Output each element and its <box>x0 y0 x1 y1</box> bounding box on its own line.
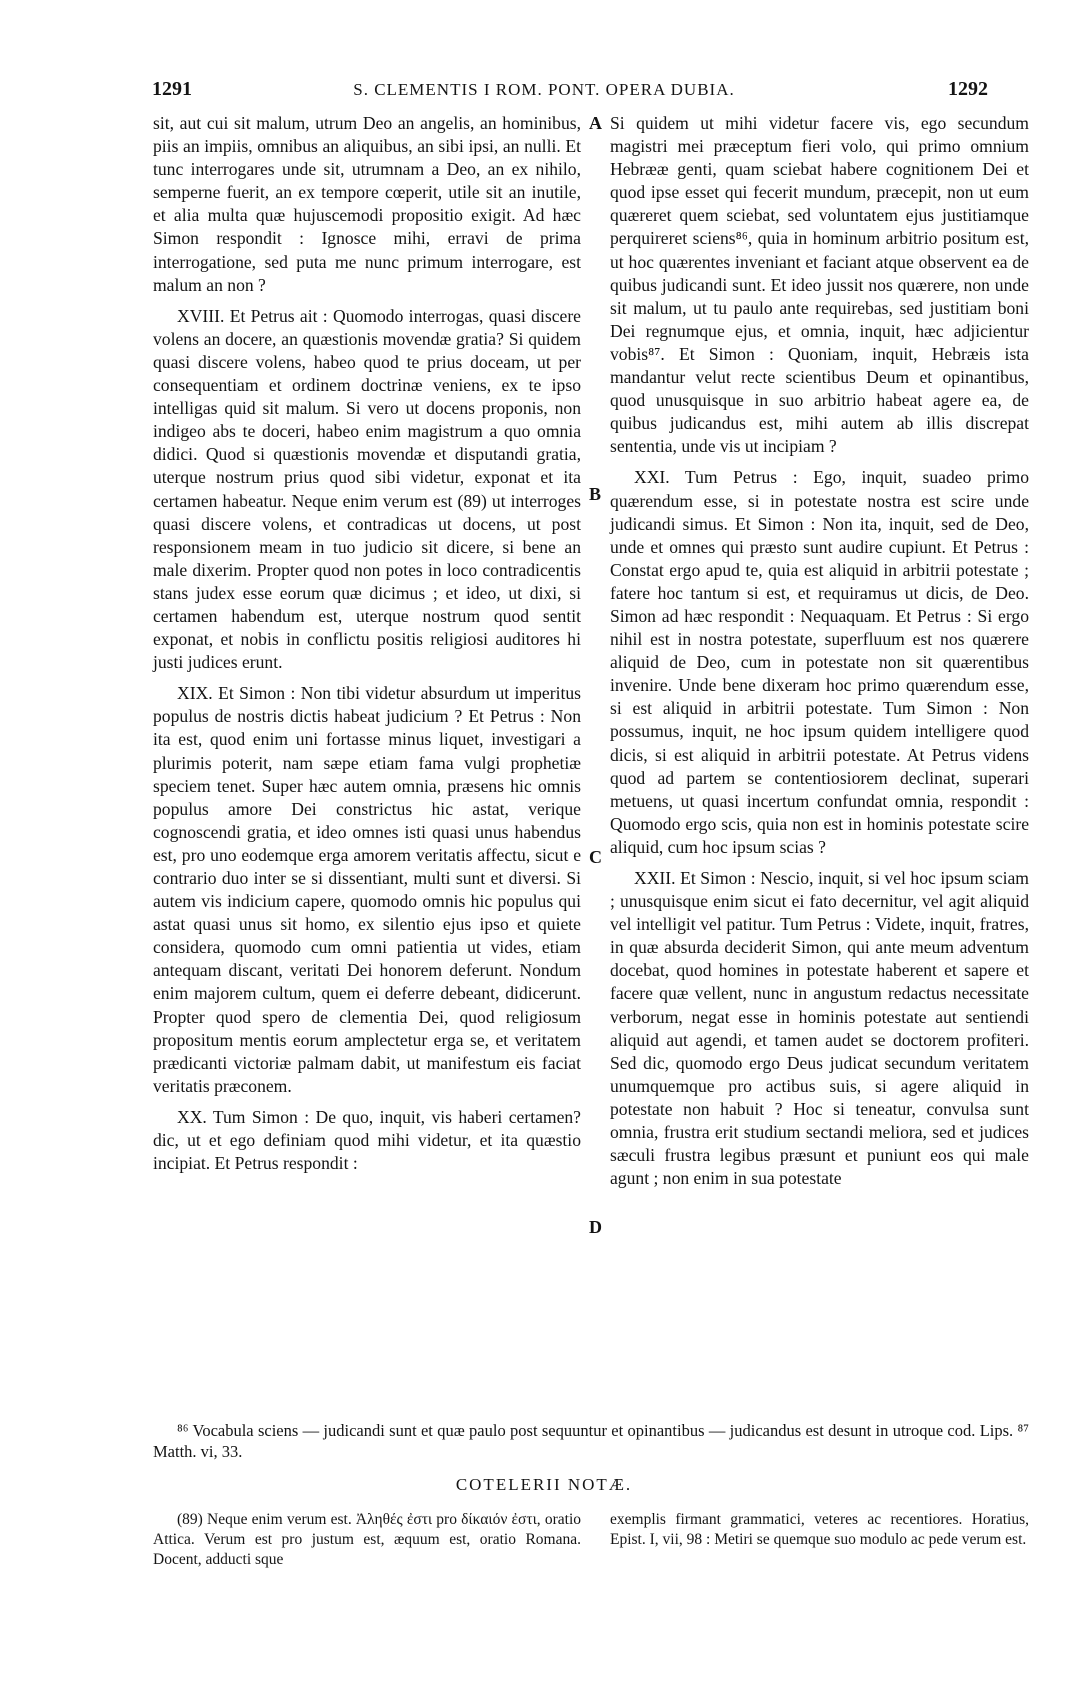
notes-title: COTELERII NOTÆ. <box>455 1475 633 1494</box>
page-header <box>0 78 1088 104</box>
paragraph: XX. Tum Simon : De quo, inquit, vis haberi certamen? dic, ut et ego definiam quod mihi videtur, et ita quæstio incipiat. Et Petrus respondit : <box>153 1106 581 1174</box>
right-column <box>610 112 1029 1190</box>
margin-marker-b: B <box>589 484 602 504</box>
note-text: exemplis firmant grammatici, veteres ac recentiores. Horatius, Epist. I, vii, 98 : Metiri se quemque suo modulo ac pede verum est. <box>610 1511 1029 1548</box>
footnotes <box>153 1420 1029 1462</box>
paragraph: XXII. Et Simon : Nescio, inquit, si vel hoc ipsum sciam ; unusquisque enim sicut ei fato decernitur, vel agit aliquid vel intelligit vel patitur. Tum Petrus : Videte, inquit, fratres, in quæ absurda deciderit Simon, qui ante meum adventum docebat, quod homines in potestate haberent et sapere et facere quæ vellent, nunc in angustum redactus necessitate verborum, negat esse in hominis potestate aut sentiendi aliquid aut agendi, et tamen audet se doctorem profiteri. Sed dic, quomodo ergo Deus judicat secundum veritatem unumquemque pro actibus suis, si agere aliquid in potestate non habuit ? Hoc si teneatur, convulsa sunt omnia, frustra erit studium sectandi meliora, sed et judices sæculi frustra legibus præsunt et puniunt eos qui male agunt ; non enim in sua potestate <box>610 868 1029 1189</box>
paragraph: Si quidem ut mihi videtur facere vis, ego secundum magistri mei præceptum fieri volo, qui primo omnium Hebrææ genti, quam sciebat habere cognitionem Dei et quod ipse esset qui fecerit mundum, præcepit, non ut eum quæreret quem sciebat, sed voluntatem ejus justitiamque perquireret sciens⁸⁶, quia in hominum arbitrio positum est, ut hoc quærentes inveniant et faciant atque observent ea de quibus judicandi sunt. Et ideo jussit nos quærere, non unde sit malum, ut tu paulo ante requirebas, sed justitiam boni Dei regnumque ejus, et omnia, inquit, hæc adjicientur vobis⁸⁷. Et Simon : Quoniam, inquit, Hebræis ista mandantur velut recte scientibus Deum et opinantibus, quod unusquisque in suo arbitrio habeat agere ea, de quibus judicandus est, mihi autem ab illis discrepat sententia, unde vis ut incipiam ? <box>610 113 1029 457</box>
running-title: S. CLEMENTIS I ROM. PONT. OPERA DUBIA. <box>353 80 735 99</box>
notes-right-column <box>610 1510 1029 1550</box>
margin-marker-a: A <box>589 113 602 133</box>
margin-marker-d: D <box>589 1217 602 1237</box>
paragraph: sit, aut cui sit malum, utrum Deo an angelis, an hominibus, piis an impiis, omnibus an aliquibus, an sibi ipsi, an nulli. Et tunc interrogares unde sit, utrumnam a Deo, an ex nihilo, semperne fuerit, an ex tempore cœperit, utile sit an inutile, et alia multa quæ hujuscemodi propositio exigit. Ad hæc Simon respondit : Ignosce mihi, erravi de prima interrogatione, sed puta me nunc primum interrogare, est malum an non ? <box>153 113 581 295</box>
page-number-left: 1291 <box>152 78 192 100</box>
paragraph: XIX. Et Simon : Non tibi videtur absurdum ut imperitus populus de nostris dictis habeat judicium ? Et Petrus : Non ita est, quod enim uni fortasse minus liquet, investigari a plurimis poterit, nam sæpe etiam fama vulgi prophetiæ speciem tenet. Super hæc autem omnia, præsens hic omnis populus amore Dei constrictus hic astat, verique cognoscendi gratia, et ideo omnes isti quasi unus habendus est, pro uno eodemque erga amorem veritatis affectu, sicut e contrario duo inter se si dissentiant, multi sunt et diversi. Si autem vis indicium capere, quomodo omnis hic populus qui astat quasi unus sit homo, ex silentio ejus ipso et quiete considera, quomodo cum omni patientia ut vides, etiam antequam discant, veritati Dei honorem deferunt. Nondum enim majorem cultum, quem ei deferre debeant, didicerunt. Propter quod spero de clementia Dei, quod religiosum propositum mentis eorum amplectetur erga se, et veritatem prædicanti victoriæ palmam dabit, ut manifestum eis faciat veritatis præconem. <box>153 683 581 1096</box>
paragraph: XVIII. Et Petrus ait : Quomodo interrogas, quasi discere volens an docere, an quæstionis movendæ gratia? Si quidem quasi discere volens, habeo quod te prius doceam, ut per consequentiam et ordinem doctrinæ veniens, ex te ipso intelligas quid sit malum. Si vero ut docens proponis, non indigeo abs te doceri, habeo enim magistrum a quo omnia didici. Quod si quæstionis movendæ et disputandi gratia, uterque nostrum prius quod sibi videtur, exponat et ita certamen habeatur. Neque enim verum est (89) ut interroges quasi discere volens, et contradicas ut docens, ut post responsionem meam in tuo judicio sit dicere, si bene an male dixerim. Propter quod non potes in loco contradicentis stans judex esse eorum quæ dicimus ; et ideo, ut dixi, si certamen habendum est, uterque nostrum quod sentit exponat, et nobis in conflictu positis religiosi auditores hi justi judices erunt. <box>153 305 581 673</box>
notes-left-column <box>153 1510 581 1570</box>
margin-marker-c: C <box>589 847 602 867</box>
paragraph: XXI. Tum Petrus : Ego, inquit, suadeo primo quærendum esse, si in potestate nostra est scire unde judicandi simus. Et Simon : Non ita, inquit, sed de Deo, unde et omnes qui præsto sunt audire cupiunt. Et Petrus : Constat ergo apud te, quia est aliquid in arbitrii potestate ; fatere hoc tantum si est, et requiramus ut dicis, de Deo. Simon ad hæc respondit : Nequaquam. Et Petrus : Si ergo nihil est in nostra potestate, superfluum est nos quærere aliquid de Deo, cum in potestate non sit quærentibus invenire. Unde bene dixeram hoc primo quærendum esse, si est aliquid in arbitrii potestate. Tum Simon : Non possumus, inquit, ne hoc ipsum quidem intelligere quod dicis, si est aliquid in arbitrii potestate. At Petrus videns quod ad partem se contentiosiorem declinat, superari metuens, ut quasi incertum confundat omnia, respondit : Quomodo ergo scis, quia non est in hominis potestate scire aliquid, cum hoc ipsum scias ? <box>610 467 1029 857</box>
left-column <box>153 112 581 1175</box>
page-number-right: 1292 <box>948 78 988 100</box>
note-text: (89) Neque enim verum est. Ἀληθές ἐστι pro δίκαιόν ἐστι, oratio Attica. Verum est pro justum est, æquum est, oratio Romana. Docent, adducti sque <box>153 1511 581 1568</box>
footnote-text: ⁸⁶ Vocabula sciens — judicandi sunt et quæ paulo post sequuntur et opinantibus — judicandus est desunt in utroque cod. Lips. ⁸⁷ Matth. vi, 33. <box>153 1421 1029 1461</box>
